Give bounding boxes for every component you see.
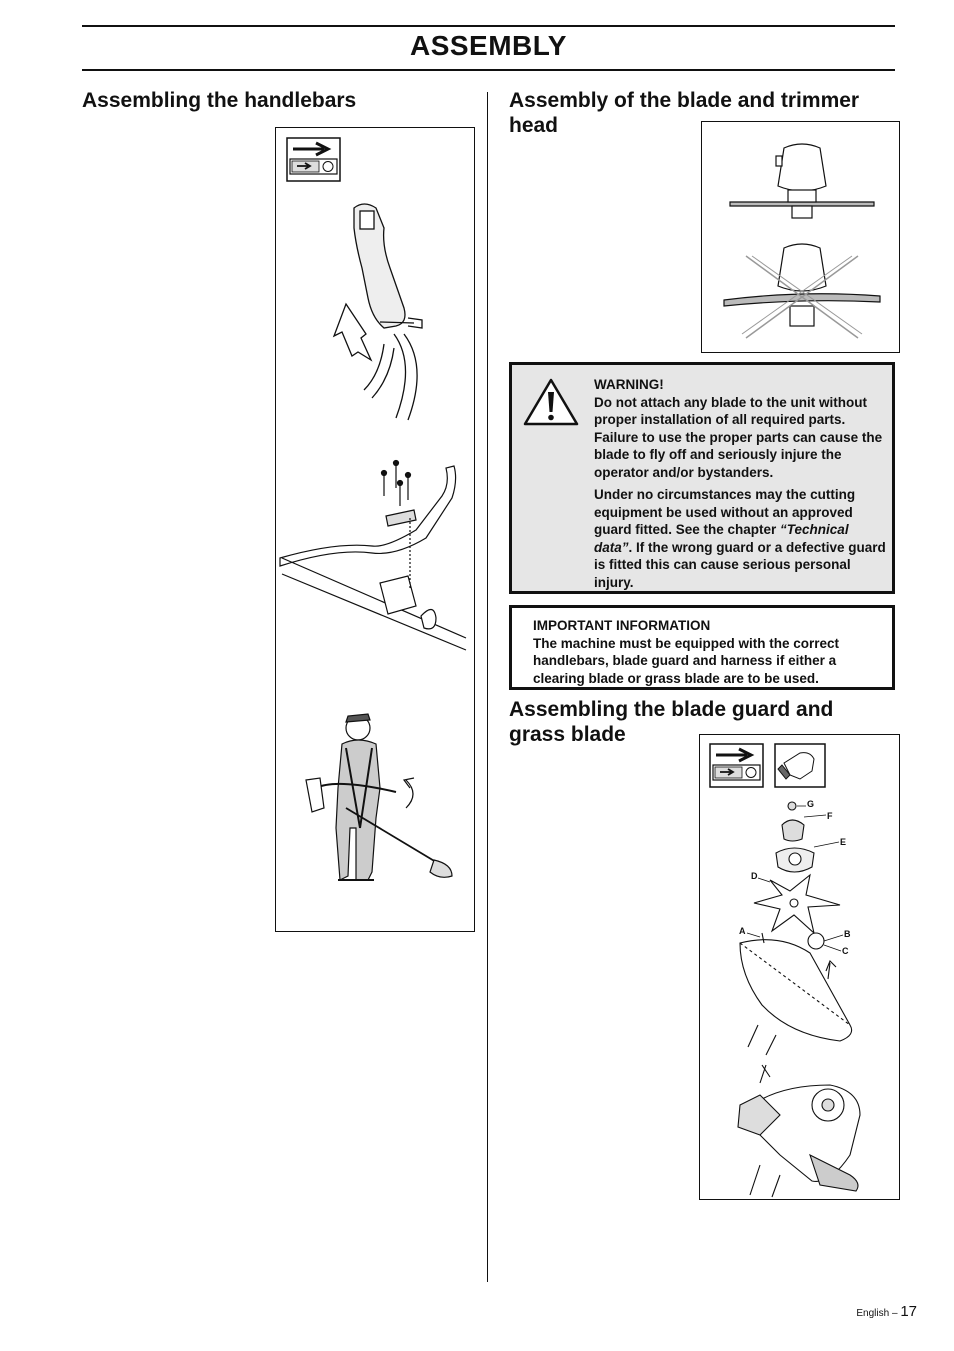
label-g: G [807,799,815,809]
correct-mount-drawing [730,144,874,218]
blade-exploded-drawing [740,802,852,1055]
page-title: ASSEMBLY [409,30,567,61]
warning-title: WARNING! [594,377,664,392]
label-d: D [751,871,758,881]
label-f: F [827,811,833,821]
important-information-body: The machine must be equipped with the correct handlebars, blade guard and harness if either a clearing blade or grass blade are to be used. [533,635,840,686]
important-information-title: IMPORTANT INFORMATION [533,618,711,633]
throttle-handle-drawing [334,204,422,420]
blade-mounting-figure [701,121,900,353]
technical-data-reference: “Technical data” [594,522,849,555]
warning-text [594,376,890,596]
title-underline [82,69,895,71]
page-number: 17 [900,1303,917,1320]
footer-language: English – [856,1308,898,1319]
label-b: B [844,929,851,939]
important-information-box [509,605,895,690]
label-c: C [842,946,849,956]
stop-engine-icon [710,744,763,787]
handlebars-heading: Assembling the handlebars [82,89,357,112]
warning-paragraph-1: Do not attach any blade to the unit without proper installation of all required parts. Failure to use the proper parts can cause the blade to fly off and seriously injure the operator and/or bystanders. [594,394,883,480]
stop-engine-icon [287,138,340,181]
incorrect-mount-drawing [724,244,880,338]
blade-trimmer-heading: Assembly of the blade and trimmer head [509,89,860,137]
column-divider [487,92,488,1282]
blade-installation-drawing [738,1065,860,1197]
important-information-text [533,617,883,687]
glove-icon [775,744,825,787]
handlebars-figure [275,127,475,932]
operator-drawing [306,714,452,880]
label-e: E [840,837,847,847]
warning-paragraph-2 [594,486,890,591]
blade-guard-heading: Assembling the blade guard and grass blade [509,698,834,746]
warning-box [509,362,895,594]
handlebar-clamp-drawing [280,461,466,651]
page-footer [856,1303,917,1320]
warning-paragraph-2-start: Under no circumstances may the cutting equipment be used without an approved guard fitted. See the chapter [594,487,856,537]
blade-guard-figure [699,734,900,1200]
warning-paragraph-2-end: . If the wrong guard or a defective guard is fitted this can cause serious personal injury. [594,539,886,590]
label-a: A [739,926,746,936]
top-rule [82,25,895,27]
warning-triangle-icon [522,377,580,427]
